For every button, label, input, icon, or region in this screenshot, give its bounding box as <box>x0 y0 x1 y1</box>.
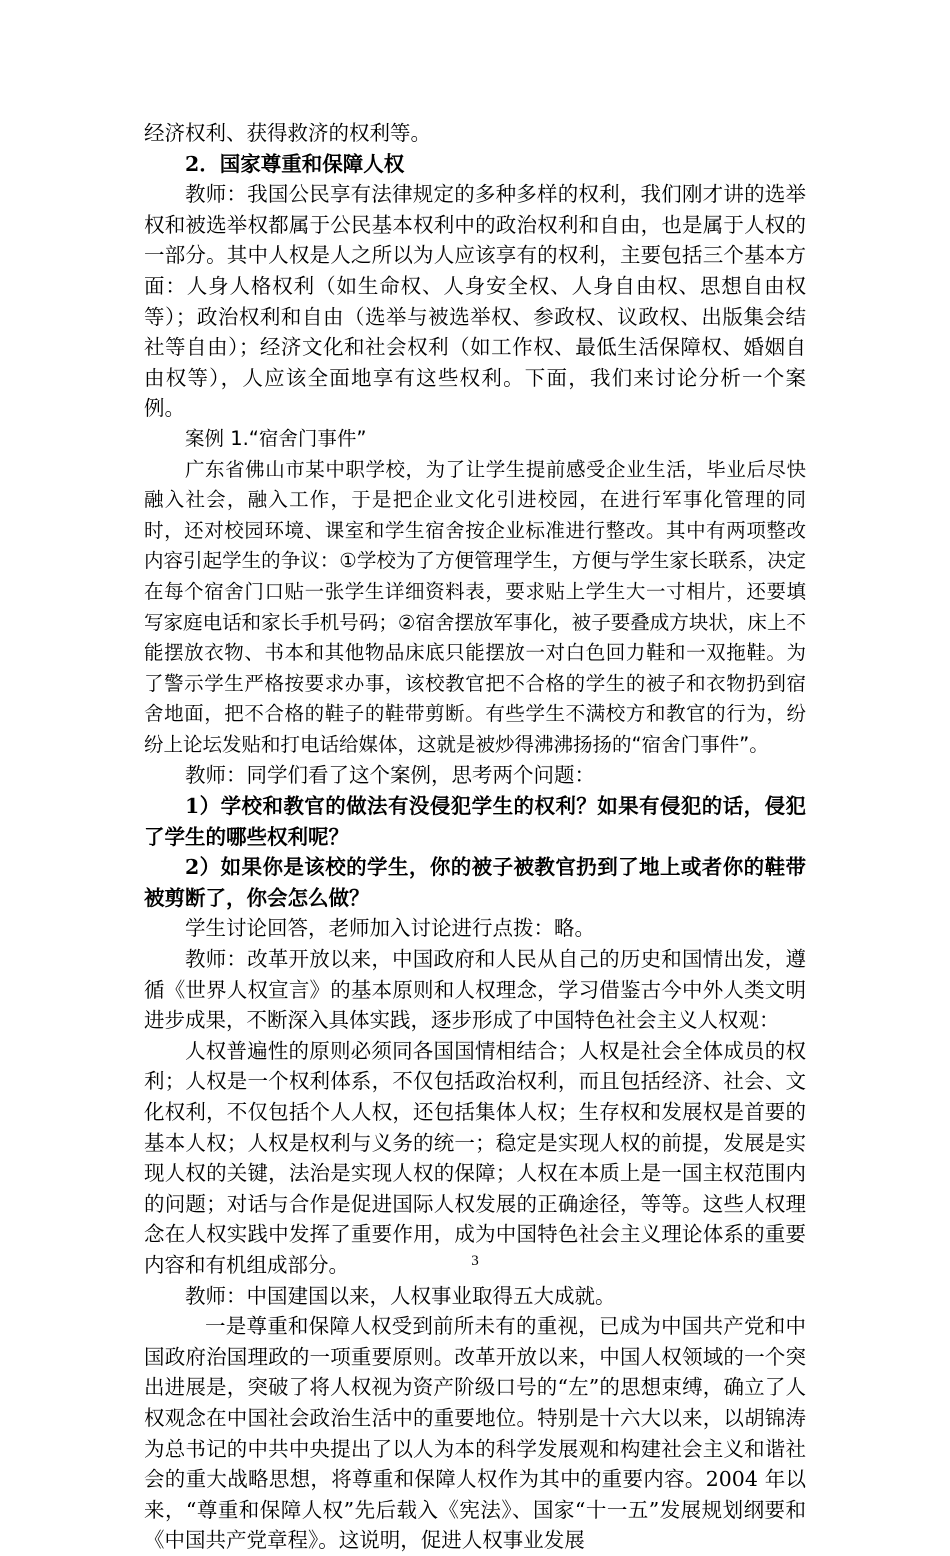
page-body <box>144 118 806 1556</box>
page-number: 3 <box>471 1253 479 1269</box>
case-body: 广东省佛山市某中职学校，为了让学生提前感受企业生活，毕业后尽快融入社会，融入工作，于是把企业文化引进校园，在进行军事化管理的同时，还对校园环境、课室和学生宿舍按企业标准进行整改。其中有两项整改内容引起学生的争议：①学校为了方便管理学生，方便与学生家长联系，决定在每个宿舍门口贴一张学生详细资料表，要求贴上学生大一寸相片，还要填写家庭电话和家长手机号码；②宿舍摆放军事化，被子要叠成方块状，床上不能摆放衣物、书本和其他物品床底只能摆放一对白色回力鞋和一双拖鞋。为了警示学生严格按要求办事，该校教官把不合格的学生的被子和衣物扔到宿舍地面，把不合格的鞋子的鞋带剪断。有些学生不满校方和教官的行为，纷纷上论坛发贴和打电话给媒体，这就是被炒得沸沸扬扬的“宿舍门事件”。 <box>144 457 806 756</box>
section-heading-human-rights: 2．国家尊重和保障人权 <box>185 151 405 176</box>
paragraph-human-rights-principles: 人权普遍性的原则必须同各国国情相结合；人权是社会全体成员的权利；人权是一个权利体系，不仅包括政治权利，而且包括经济、社会、文化权利，不仅包括个人人权，还包括集体人权；生存权和发展权是首要的基本人权；人权是权利与义务的统一；稳定是实现人权的前提，发展是实现人权的关键，法治是实现人权的保障；人权在本质上是一国主权范围内的问题；对话与合作是促进国际人权发展的正确途径，等等。这些人权理念在人权实践中发挥了重要作用，成为中国特色社会主义理论体系的重要内容和有机组成部分。 <box>144 1038 806 1277</box>
paragraph-teacher-human-rights: 教师：我国公民享有法律规定的多种多样的权利，我们刚才讲的选举权和被选举权都属于公民基本权利中的政治权利和自由，也是属于人权的一部分。其中人权是人之所以为人应该享有的权利，主要包括三个基本方面：人身人格权利（如生命权、人身安全权、人身自由权、思想自由权等）；政治权利和自由（选举与被选举权、参政权、议政权、出版集会结社等自由）；经济文化和社会权利（如工作权、最低生活保障权、婚姻自由权等），人应该全面地享有这些权利。下面，我们来讨论分析一个案例。 <box>144 182 806 421</box>
case-title: 案例 1.“宿舍门事件” <box>185 426 367 450</box>
paragraph-student-discussion: 学生讨论回答，老师加入讨论进行点拨：略。 <box>185 916 595 941</box>
paragraph-economic-rights-tail: 经济权利、获得救济的权利等。 <box>144 121 431 145</box>
question-1: 1）学校和教官的做法有没侵犯学生的权利？如果有侵犯的话，侵犯了学生的哪些权利呢？ <box>144 794 806 849</box>
question-2: 2）如果你是该校的学生，你的被子被教官扔到了地上或者你的鞋带被剪断了，你会怎么做？ <box>144 855 806 910</box>
paragraph-teacher-reform: 教师：改革开放以来，中国政府和人民从自己的历史和国情出发，遵循《世界人权宣言》的基本原则和人权理念，学习借鉴古今中外人类文明进步成果，不断深入具体实践，逐步形成了中国特色社会主义人权观： <box>144 947 806 1033</box>
paragraph-achievement-one: 一是尊重和保障人权受到前所未有的重视，已成为中国共产党和中国政府治国理政的一项重要原则。改革开放以来，中国人权领域的一个突出进展是，突破了将人权视为资产阶级口号的“左”的思想束缚，确立了人权观念在中国社会政治生活中的重要地位。特别是十六大以来，以胡锦涛为总书记的中共中央提出了以人为本的科学发展观和构建社会主义和谐社会的重大战略思想，将尊重和保障人权作为其中的重要内容。2004 年以来，“尊重和保障人权”先后载入《宪法》、国家“十一五”发展规划纲要和《中国共产党章程》。这说明，促进人权事业发展 <box>144 1314 806 1553</box>
paragraph-teacher-questions: 教师：同学们看了这个案例，思考两个问题： <box>185 763 595 788</box>
paragraph-teacher-achievements: 教师：中国建国以来，人权事业取得五大成就。 <box>185 1283 616 1308</box>
